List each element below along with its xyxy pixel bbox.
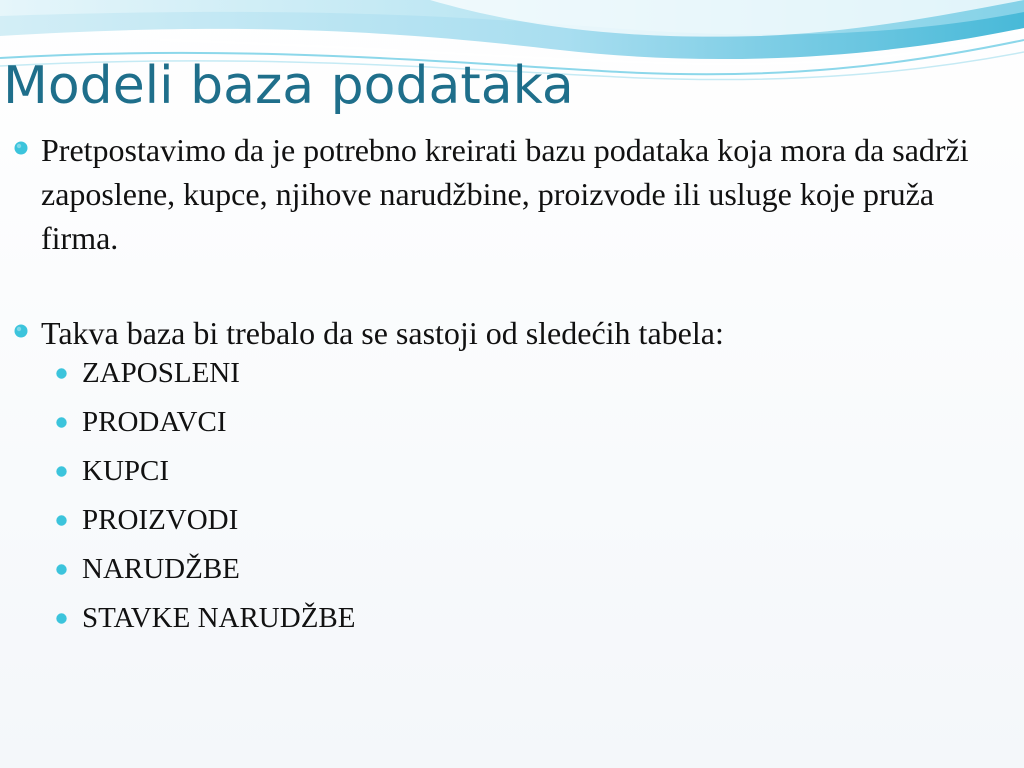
bullet-dot-icon bbox=[13, 323, 29, 339]
sub-bullet-item bbox=[0, 349, 1024, 398]
bullet-text: Takva baza bi trebalo da se sastoji od sledećih tabela: bbox=[41, 315, 724, 351]
sub-bullet-item bbox=[0, 398, 1024, 447]
sub-bullet-item bbox=[0, 496, 1024, 545]
bullet-dot-icon bbox=[55, 367, 68, 380]
slide-body bbox=[0, 128, 1024, 643]
sub-bullet-text: KUPCI bbox=[82, 455, 170, 487]
bullet-dot-icon bbox=[55, 465, 68, 478]
bullet-dot-icon bbox=[55, 612, 68, 625]
bullet-dot-icon bbox=[13, 140, 29, 156]
bullet-item bbox=[0, 128, 1024, 260]
slide-title: Modeli baza podataka bbox=[3, 56, 574, 116]
sub-bullet-item bbox=[0, 594, 1024, 643]
sub-bullet-text: PROIZVODI bbox=[82, 504, 239, 536]
sub-bullet-item bbox=[0, 545, 1024, 594]
sub-bullet-item bbox=[0, 447, 1024, 496]
sub-bullet-text: STAVKE NARUDŽBE bbox=[82, 602, 356, 634]
sub-bullet-text: NARUDŽBE bbox=[82, 553, 240, 585]
bullet-dot-icon bbox=[55, 514, 68, 527]
bullet-dot-icon bbox=[55, 563, 68, 576]
bullet-dot-icon bbox=[55, 416, 68, 429]
spacer bbox=[0, 260, 1024, 311]
bullet-text: Pretpostavimo da je potrebno kreirati bazu podataka koja mora da sadrži zaposlene, kupce, njihove narudžbine, proizvode ili usluge koje pruža firma. bbox=[41, 132, 969, 256]
sub-bullet-text: PRODAVCI bbox=[82, 406, 227, 438]
sub-bullet-text: ZAPOSLENI bbox=[82, 357, 240, 389]
